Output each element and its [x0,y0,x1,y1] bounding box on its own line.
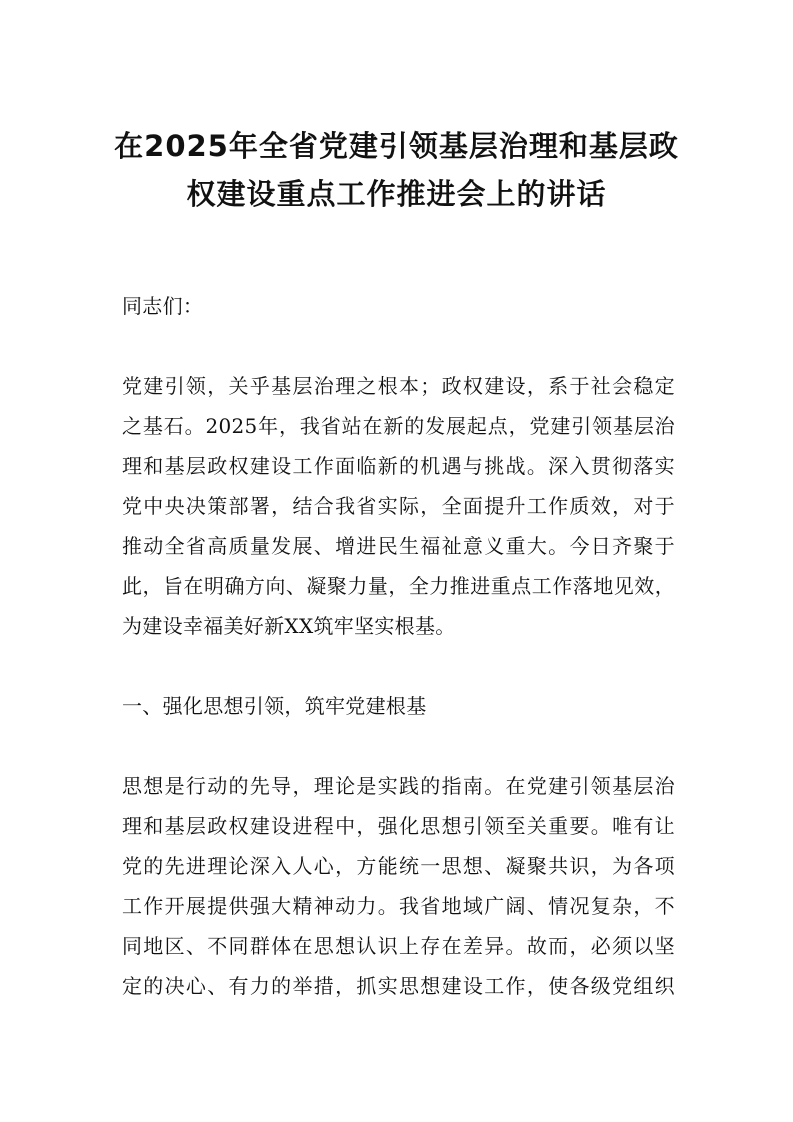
section-body-line: 工作开展提供强大精神动力。我省地域广阔、情况复杂，不 [122,894,675,918]
section-heading: 一、强化思想引领，筑牢党建根基 [122,694,427,718]
section-body-line: 党的先进理论深入人心，方能统一思想、凝聚共识，为各项 [122,854,675,878]
intro-line: 此，旨在明确方向、凝聚力量，全力推进重点工作落地见效， [122,574,675,598]
section-body-line: 同地区、不同群体在思想认识上存在差异。故而，必须以坚 [122,934,675,958]
intro-line: 之基石。2025年，我省站在新的发展起点，党建引领基层治 [122,414,675,438]
salutation: 同志们： [122,294,204,318]
document-title-line-1: 在2025年全省党建引领基层治理和基层政 [114,129,679,163]
section-body-line: 思想是行动的先导，理论是实践的指南。在党建引领基层治 [122,774,675,798]
intro-line: 党建引领，关乎基层治理之根本；政权建设，系于社会稳定 [122,374,675,398]
section-body-line: 理和基层政权建设进程中，强化思想引领至关重要。唯有让 [122,814,675,838]
document-title-line-2: 权建设重点工作推进会上的讲话 [186,177,607,211]
intro-line: 为建设幸福美好新XX筑牢坚实根基。 [122,614,456,638]
intro-line: 推动全省高质量发展、增进民生福祉意义重大。今日齐聚于 [122,534,675,558]
intro-line: 理和基层政权建设工作面临新的机遇与挑战。深入贯彻落实 [122,454,675,478]
section-body-line: 定的决心、有力的举措，抓实思想建设工作，使各级党组织 [122,974,675,998]
intro-line: 党中央决策部署，结合我省实际，全面提升工作质效，对于 [122,494,675,518]
